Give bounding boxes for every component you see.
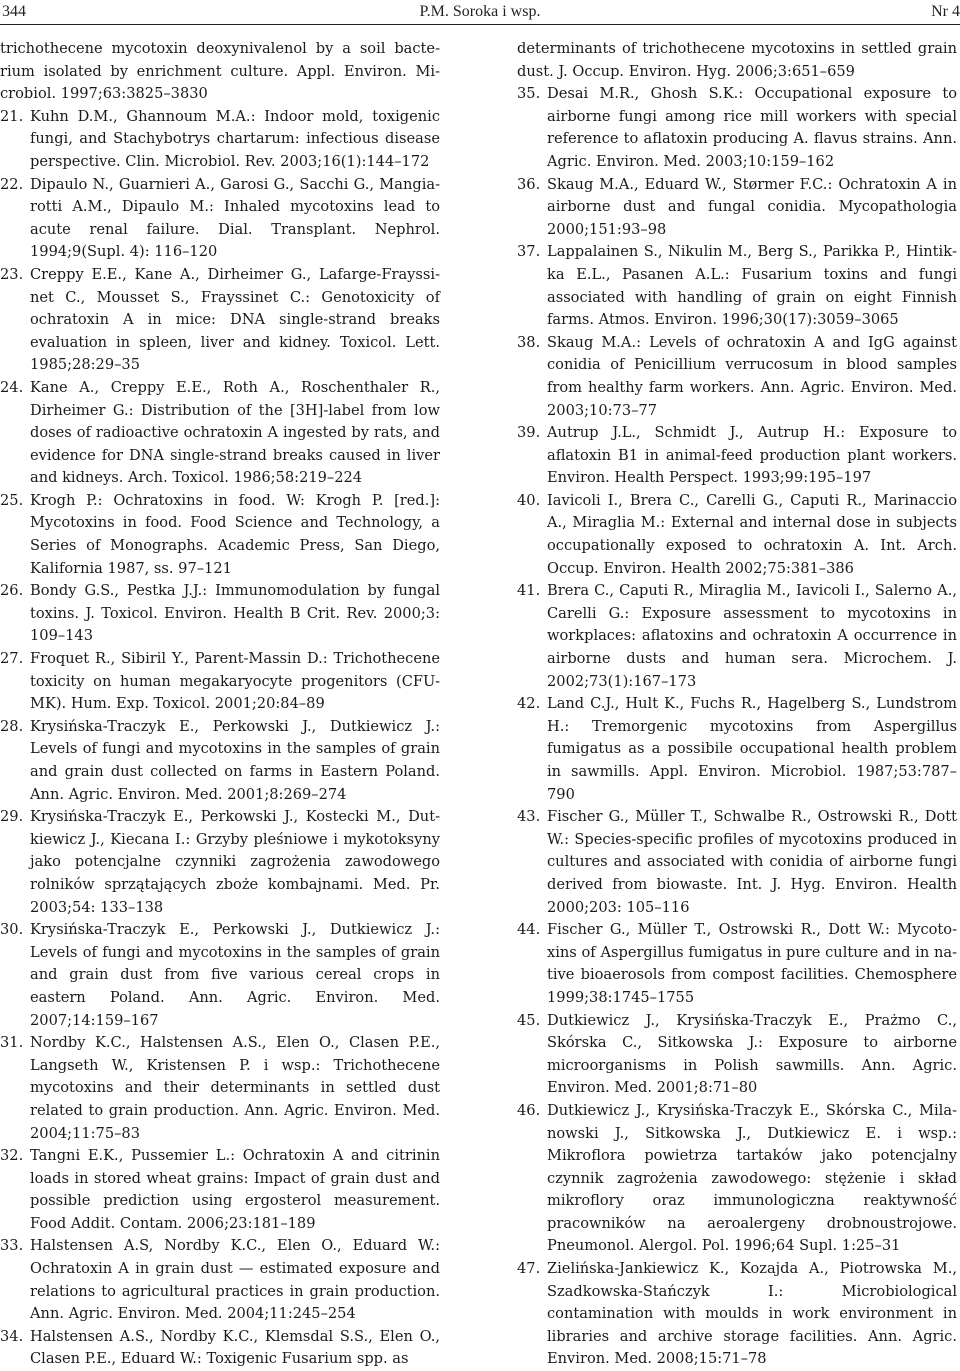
reference-number: 37. xyxy=(517,243,541,261)
reference-item xyxy=(0,1326,440,1371)
reference-number: 21. xyxy=(0,107,24,125)
reference-number: 39. xyxy=(517,424,541,442)
reference-continuation: trichothecene mycotoxin deoxynivalenol by a soil bacterium isolated by enrichment culture. Appl. Environ. Microbiol. 1997;63:3825–3830 xyxy=(0,40,440,103)
reference-item xyxy=(0,580,440,648)
reference-number: 45. xyxy=(517,1011,541,1029)
reference-number: 41. xyxy=(517,582,541,600)
reference-text: Kuhn D.M., Ghannoum M.A.: Indoor mold, toxigenic fungi, and Stachybotrys chartarum: infectious disease perspective. Clin. Microbiol. Rev. 2003;16(1):144–172 xyxy=(30,107,440,170)
reference-item xyxy=(517,241,957,331)
reference-number: 46. xyxy=(517,1101,541,1119)
reference-item xyxy=(517,83,957,173)
reference-item xyxy=(0,490,440,580)
reference-number: 35. xyxy=(517,85,541,103)
reference-item xyxy=(0,264,440,377)
reference-item xyxy=(517,490,957,580)
reference-item xyxy=(0,648,440,716)
reference-number: 42. xyxy=(517,695,541,713)
reference-number: 31. xyxy=(0,1034,24,1052)
reference-text: Brera C., Caputi R., Miraglia M., Iavicoli I., Salerno A., Carelli G.: Exposure assessment to mycotoxins in workplaces: aflatoxins and ochratoxin A occurrence in airborne dusts and human sera. Microchem. J. 2002;73(1):167–173 xyxy=(547,582,957,690)
reference-text: Dipaulo N., Guarnieri A., Garosi G., Sacchi G., Mangiarotti A.M., Dipaulo M.: Inhaled mycotoxins lead to acute renal failure. Dial. Transplant. Nephrol. 1994;9(Supl. 4): 116–120 xyxy=(30,175,440,261)
reference-item xyxy=(517,174,957,242)
reference-item xyxy=(517,1010,957,1100)
reference-text: Froquet R., Sibiril Y., Parent-Massin D.: Trichothecene toxicity on human megakaryocyte progenitors (CFU-MK). Hum. Exp. Toxicol. 2001;20:84–89 xyxy=(30,650,440,713)
page-number: 344 xyxy=(2,3,26,20)
reference-item xyxy=(517,919,957,1009)
reference-text: Halstensen A.S., Nordby K.C., Klemsdal S.S., Elen O., Clasen P.E., Eduard W.: Toxigenic Fusarium spp. as xyxy=(30,1327,440,1368)
reference-item xyxy=(0,1032,440,1145)
reference-number: 40. xyxy=(517,491,541,509)
reference-text: Skaug M.A., Eduard W., Størmer F.C.: Ochratoxin A in airborne dust and fungal conidia. Mycopathologia 2000;151:93–98 xyxy=(547,175,957,238)
reference-item xyxy=(517,1258,957,1371)
reference-text: Nordby K.C., Halstensen A.S., Elen O., Clasen P.E., Langseth W., Kristensen P. i wsp.: Trichothecene mycotoxins and their determinants in settled dust related to grain production. Ann. Agric. Environ. Med. 2004;11:75–83 xyxy=(30,1034,440,1142)
reference-text: Zielińska-Jankiewicz K., Kozajda A., Piotrowska M., Szadkowska-Stańczyk I.: Microbiological contamination with moulds in work environment in libraries and archive storage facilities. Ann. Agric. Environ. Med. 2008;15:71–78 xyxy=(547,1260,957,1368)
reference-continuation: determinants of trichothecene mycotoxins in settled grain dust. J. Occup. Environ. Hyg. 2006;3:651–659 xyxy=(517,40,957,80)
reference-item xyxy=(0,919,440,1032)
reference-number: 27. xyxy=(0,650,24,668)
reference-text: Halstensen A.S, Nordby K.C., Elen O., Eduard W.: Ochratoxin A in grain dust — estimated exposure and relations to agricultural practices in grain production. Ann. Agric. Environ. Med. 2004;11:245–254 xyxy=(30,1237,440,1323)
reference-text: Krysińska-Traczyk E., Perkowski J., Dutkiewicz J.: Levels of fungi and mycotoxins in the samples of grain and grain dust from five various cereal crops in eastern Poland. Ann. Agric. Environ. Med. 2007;14:159–167 xyxy=(30,921,440,1029)
reference-text: Fischer G., Müller T., Ostrowski R., Dott W.: Mycotoxins of Aspergillus fumigatus in pure culture and in native bioaerosols from compost facilities. Chemosphere 1999;38:1745–1755 xyxy=(547,921,957,1006)
reference-number: 25. xyxy=(0,491,24,509)
reference-text: Kane A., Creppy E.E., Roth A., Roschenthaler R., Dirheimer G.: Distribution of the [3H]-label from low doses of radioactive ochratoxin A ingested by rats, and evidence for DNA single-strand breaks caused in liver and kidneys. Arch. Toxicol. 1986;58:219–224 xyxy=(30,378,440,487)
reference-item xyxy=(0,1145,440,1235)
reference-number: 29. xyxy=(0,808,24,826)
reference-text: Dutkiewicz J., Krysińska-Traczyk E., Skórska C., Milanowski J., Sitkowska J., Dutkiewicz E. i wsp.: Mikroflora powietrza tartaków jako potencjalny czynnik zagrożenia zawodowego: stężenie i skład mikroflory oraz immunologiczna reaktywność pracowników na aeroalergeny drobnoustrojowe. Pneumonol. Alergol. Pol. 1996;64 Supl. 1:25–31 xyxy=(547,1101,957,1255)
reference-list xyxy=(0,106,440,1371)
reference-text: Iavicoli I., Brera C., Carelli G., Caputi R., Marinaccio A., Miraglia M.: External and internal dose in subjects occupationally exposed to ochratoxin A. Int. Arch. Occup. Environ. Health 2002;75:381–386 xyxy=(547,491,957,577)
reference-number: 36. xyxy=(517,175,541,193)
header-divider xyxy=(0,24,960,25)
reference-number: 24. xyxy=(0,378,24,396)
reference-text: Bondy G.S., Pestka J.J.: Immunomodulation by fungal toxins. J. Toxicol. Environ. Health B Crit. Rev. 2000;3: 109–143 xyxy=(30,582,440,645)
reference-text: Creppy E.E., Kane A., Dirheimer G., Lafarge-Frayssinet C., Mousset S., Frayssinet C.: Genotoxicity of ochratoxin A in mice: DNA single-strand breaks evaluation in spleen, liver and kidney. Toxicol. Lett. 1985;28:29–35 xyxy=(30,265,440,374)
reference-number: 30. xyxy=(0,921,24,939)
reference-item xyxy=(517,693,957,806)
reference-text: Fischer G., Müller T., Schwalbe R., Ostrowski R., Dott W.: Species-specific profiles of mycotoxins produced in cultures and associated with conidia of airborne fungi derived from biowaste. Int. J. Hyg. Environ. Health 2000;203: 105–116 xyxy=(547,808,957,916)
reference-item xyxy=(0,106,440,174)
reference-item xyxy=(0,174,440,264)
reference-number: 44. xyxy=(517,921,541,939)
reference-text: Krysińska-Traczyk E., Perkowski J., Kostecki M., Dutkiewicz J., Kiecana I.: Grzyby pleśniowe i mykotoksyny jako potencjalne czynniki zagrożenia zawodowego rolników sprzątających zboże kombajnami. Med. Pr. 2003;54: 133–138 xyxy=(30,808,440,916)
reference-text: Dutkiewicz J., Krysińska-Traczyk E., Prażmo C., Skórska C., Sitkowska J.: Exposure to airborne microorganisms in Polish sawmills. Ann. Agric. Environ. Med. 2001;8:71–80 xyxy=(547,1011,957,1097)
running-title: P.M. Soroka i wsp. xyxy=(419,3,541,20)
reference-number: 26. xyxy=(0,582,24,600)
reference-number: 43. xyxy=(517,808,541,826)
reference-text: Krogh P.: Ochratoxins in food. W: Krogh P. [red.]: Mycotoxins in food. Food Science and Technology, a Series of Monographs. Academic Press, San Diego, Kalifornia 1987, ss. 97–121 xyxy=(30,491,440,577)
reference-item xyxy=(0,806,440,919)
reference-item xyxy=(0,716,440,806)
reference-number: 32. xyxy=(0,1147,24,1165)
reference-number: 22. xyxy=(0,175,24,193)
reference-number: 34. xyxy=(0,1327,24,1345)
reference-item xyxy=(0,1235,440,1325)
reference-item xyxy=(517,1100,957,1258)
reference-number: 47. xyxy=(517,1260,541,1278)
reference-number: 28. xyxy=(0,717,24,735)
reference-text: Desai M.R., Ghosh S.K.: Occupational exposure to airborne fungi among rice mill workers with special reference to aflatoxin producing A. flavus strains. Ann. Agric. Environ. Med. 2003;10:159–162 xyxy=(547,85,957,170)
reference-text: Autrup J.L., Schmidt J., Autrup H.: Exposure to aflatoxin B1 in animal-feed production plant workers. Environ. Health Perspect. 1993;99:195–197 xyxy=(547,424,957,487)
reference-number: 33. xyxy=(0,1237,24,1255)
issue-number: Nr 4 xyxy=(931,3,960,20)
reference-text: Tangni E.K., Pussemier L.: Ochratoxin A and citrinin loads in stored wheat grains: Impact of grain dust and possible prediction using ergosterol measurement. Food Addit. Contam. 2006;23:181–189 xyxy=(30,1147,440,1232)
reference-number: 23. xyxy=(0,265,24,283)
reference-text: Skaug M.A.: Levels of ochratoxin A and IgG against conidia of Penicillium verrucosum in blood samples from healthy farm workers. Ann. Agric. Environ. Med. 2003;10:73–77 xyxy=(547,333,957,419)
reference-item xyxy=(517,422,957,490)
reference-item xyxy=(0,377,440,490)
right-column xyxy=(517,38,957,1371)
reference-number: 38. xyxy=(517,333,541,351)
reference-item xyxy=(517,332,957,422)
reference-list xyxy=(517,83,957,1371)
reference-text: Lappalainen S., Nikulin M., Berg S., Parikka P., Hintikka E.L., Pasanen A.L.: Fusarium toxins and fungi associated with handling of grain on eight Finnish farms. Atmos. Environ. 1996;30(17):3059–3065 xyxy=(547,243,957,329)
reference-item xyxy=(517,580,957,693)
reference-text: Land C.J., Hult K., Fuchs R., Hagelberg S., Lundstrom H.: Tremorgenic mycotoxins from Aspergillus fumigatus as a possibile occupational health problem in sawmills. Appl. Environ. Microbiol. 1987;53:787–790 xyxy=(547,695,957,803)
page-header xyxy=(0,0,960,30)
reference-item xyxy=(517,806,957,919)
left-column xyxy=(0,38,440,1371)
reference-text: Krysińska-Traczyk E., Perkowski J., Dutkiewicz J.: Levels of fungi and mycotoxins in the samples of grain and grain dust collected on farms in Eastern Poland. Ann. Agric. Environ. Med. 2001;8:269–274 xyxy=(30,717,440,803)
